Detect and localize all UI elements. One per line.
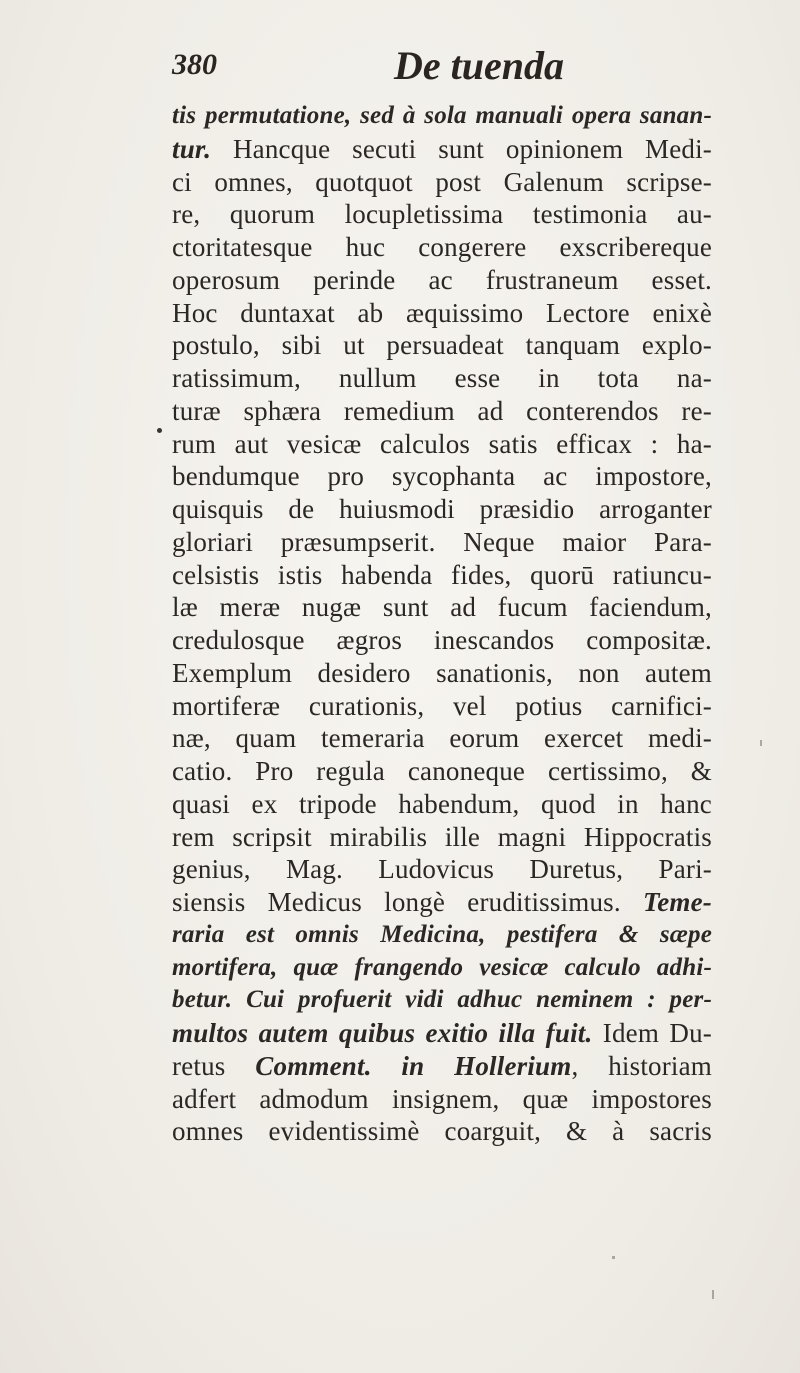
roman-run: ci omnes, quotquot post Galenum scripse- bbox=[172, 166, 712, 197]
text-line bbox=[172, 395, 712, 428]
roman-run: postulo, sibi ut persuadeat tanquam explo- bbox=[172, 330, 712, 361]
roman-run: Exemplum desidero sanationis, non autem bbox=[172, 657, 712, 688]
page-header bbox=[172, 42, 692, 98]
text-line bbox=[172, 493, 712, 526]
text-line bbox=[172, 231, 712, 264]
roman-run: operosum perinde ac frustraneum esset. bbox=[172, 264, 712, 295]
text-line bbox=[172, 821, 712, 854]
roman-run: omnes evidentissimè coarguit, & à sacris bbox=[172, 1116, 712, 1147]
italic-run: betur. Cui profuerit vidi adhuc neminem : per- bbox=[172, 986, 712, 1014]
italic-run: Teme- bbox=[620, 887, 712, 917]
margin-mark bbox=[157, 428, 162, 433]
roman-run: re, quorum locupletissima testimonia au- bbox=[172, 199, 712, 230]
text-line bbox=[172, 591, 712, 624]
text-line bbox=[172, 755, 712, 788]
text-line bbox=[172, 264, 712, 297]
text-line bbox=[172, 166, 712, 199]
text-line bbox=[172, 886, 712, 919]
roman-run: catio. Pro regula canoneque certissimo, & bbox=[172, 756, 712, 786]
roman-run: celsistis istis habenda fides, quorū ratiuncu- bbox=[172, 559, 712, 590]
text-line bbox=[172, 460, 712, 493]
text-line bbox=[172, 657, 712, 690]
text-line bbox=[172, 722, 712, 755]
roman-run: Idem Du- bbox=[592, 1018, 712, 1048]
italic-run: Comment. in Hollerium bbox=[255, 1050, 572, 1081]
text-line bbox=[172, 853, 712, 886]
text-line bbox=[172, 428, 712, 461]
paper-speck bbox=[612, 1256, 615, 1259]
text-line bbox=[172, 1083, 712, 1116]
text-line bbox=[172, 788, 712, 821]
italic-run: multos autem quibus exitio illa fuit. bbox=[172, 1018, 593, 1048]
roman-run: credulosque ægros inescandos compositæ. bbox=[172, 625, 712, 655]
text-line bbox=[172, 952, 712, 985]
text-line bbox=[172, 297, 712, 330]
text-line bbox=[172, 690, 712, 723]
roman-run: Hoc duntaxat ab æquissimo Lectore enixè bbox=[172, 297, 712, 328]
text-line bbox=[172, 1050, 712, 1083]
roman-run: næ, quam temeraria eorum exercet medi- bbox=[172, 723, 712, 754]
roman-run: siensis Medicus longè eruditissimus. bbox=[172, 887, 621, 917]
paper-speck bbox=[760, 740, 762, 746]
roman-run: ctoritatesque huc congerere exscribereque bbox=[172, 232, 712, 262]
roman-run: genius, Mag. Ludovicus Duretus, Pari- bbox=[172, 854, 712, 885]
text-line bbox=[172, 100, 712, 133]
roman-run: retus bbox=[172, 1050, 256, 1081]
italic-run: tur. bbox=[172, 133, 212, 164]
roman-run: ratissimum, nullum esse in tota na- bbox=[172, 363, 712, 393]
italic-run: mortifera, quæ frangendo vesicæ calculo adhi- bbox=[172, 953, 712, 981]
text-line bbox=[172, 362, 712, 395]
roman-run: rum aut vesicæ calculos satis efficax : ha- bbox=[172, 428, 712, 459]
text-line bbox=[172, 526, 712, 559]
roman-run: mortiferæ curationis, vel potius carnifici- bbox=[172, 690, 712, 721]
text-line bbox=[172, 133, 712, 166]
roman-run: bendumque pro sycophanta ac impostore, bbox=[172, 461, 712, 492]
roman-run: adfert admodum insignem, quæ impostores bbox=[172, 1083, 712, 1114]
text-line bbox=[172, 1017, 712, 1050]
body-text bbox=[172, 100, 712, 1148]
italic-run: raria est omnis Medicina, pestifera & sæpe bbox=[172, 920, 712, 948]
running-head: De tuenda bbox=[394, 43, 564, 88]
italic-run: tis permutatione, sed à sola manuali opera sanan- bbox=[172, 102, 712, 129]
roman-run: Hancque secuti sunt opinionem Medi- bbox=[211, 133, 712, 164]
text-line bbox=[172, 559, 712, 592]
roman-run: læ meræ nugæ sunt ad fucum faciendum, bbox=[172, 592, 712, 623]
roman-run: quasi ex tripode habendum, quod in hanc bbox=[172, 788, 712, 819]
paper-speck bbox=[712, 1290, 714, 1299]
text-line bbox=[172, 984, 712, 1017]
text-line bbox=[172, 919, 712, 952]
roman-run: rem scripsit mirabilis ille magni Hippocratis bbox=[172, 821, 712, 852]
text-line bbox=[172, 329, 712, 362]
text-line bbox=[172, 1115, 712, 1148]
text-line bbox=[172, 624, 712, 657]
text-line bbox=[172, 198, 712, 231]
page-number: 380 bbox=[172, 48, 217, 81]
roman-run: gloriari præsumpserit. Neque maior Para- bbox=[172, 526, 712, 557]
roman-run: turæ sphæra remedium ad conterendos re- bbox=[172, 395, 712, 426]
roman-run: , historiam bbox=[571, 1050, 712, 1081]
roman-run: quisquis de huiusmodi præsidio arroganter bbox=[172, 494, 712, 524]
